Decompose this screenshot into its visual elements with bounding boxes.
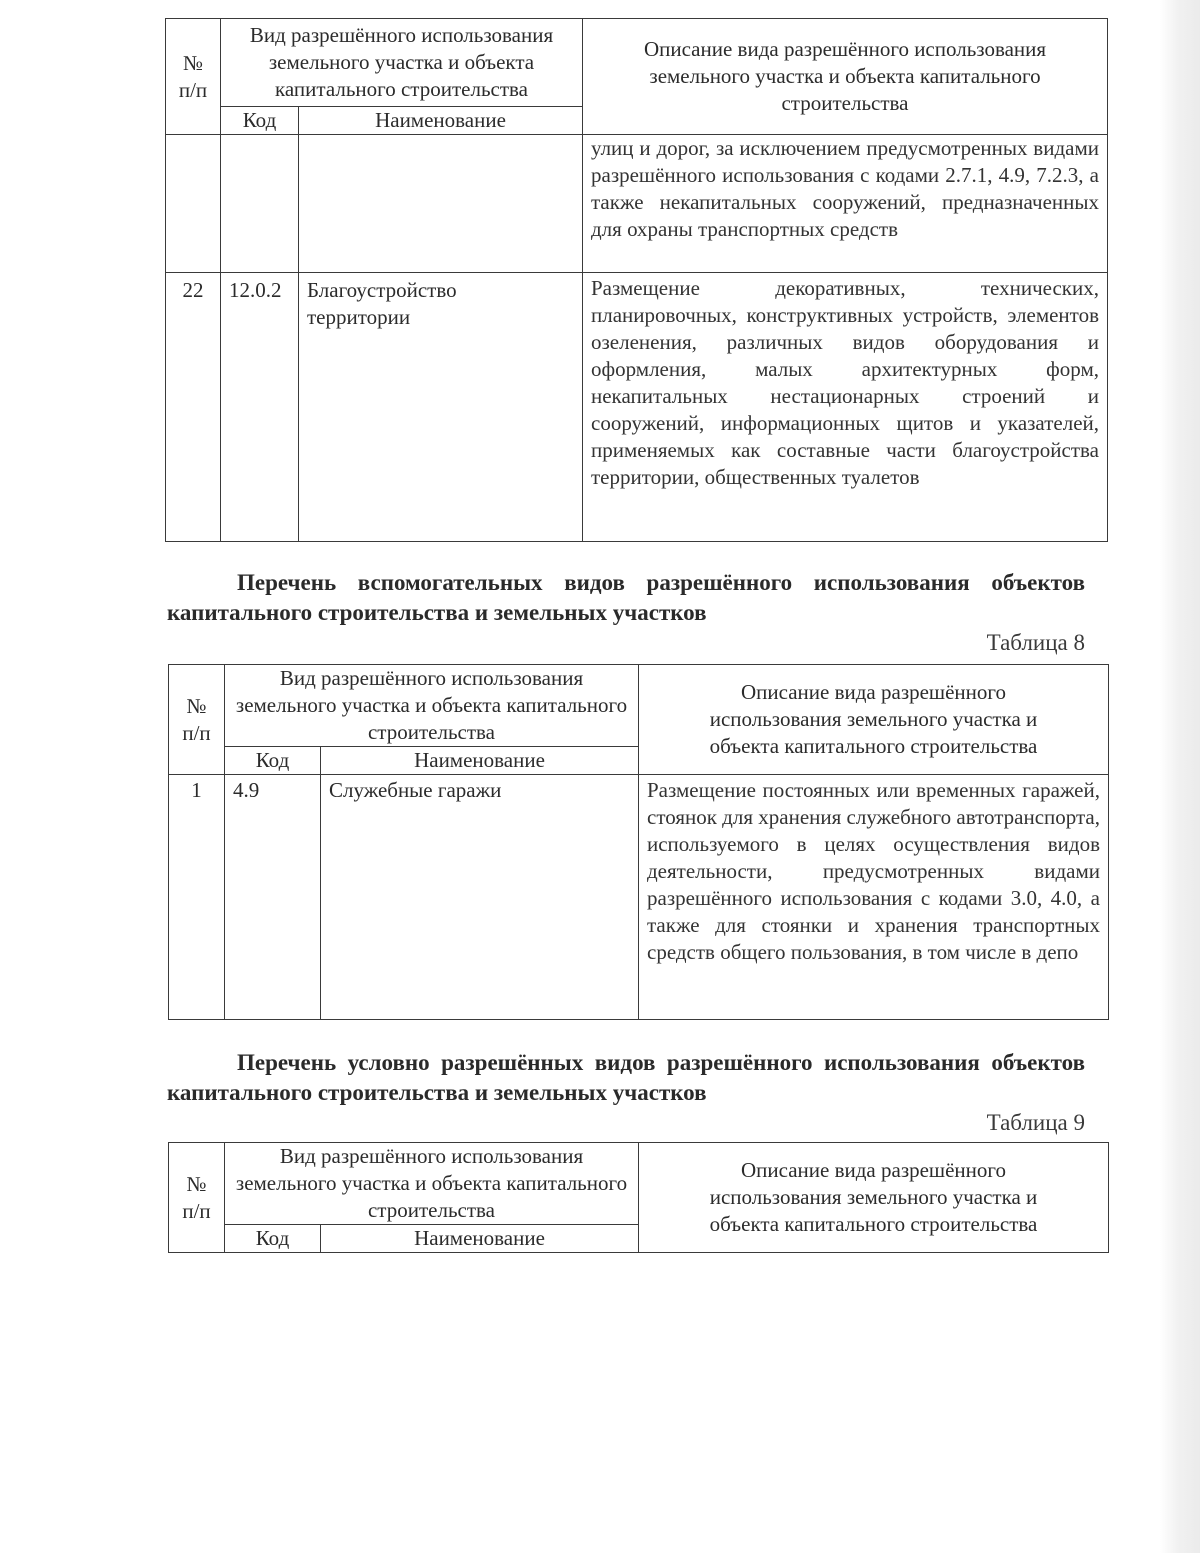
cell-description xyxy=(639,775,1109,1020)
header-type-group: Вид разрешённого использования земельного участка и объекта капитального строительства xyxy=(221,19,583,107)
header-code: Код xyxy=(221,107,299,135)
header-num: № п/п xyxy=(166,19,221,135)
table-row xyxy=(169,775,1109,1020)
cell-code xyxy=(221,135,299,273)
header-name: Наименование xyxy=(321,1225,639,1253)
cell-name: Служебные гаражи xyxy=(321,775,639,1020)
cell-description xyxy=(583,135,1108,273)
header-description: Описание вида разрешённого использования земельного участка и объекта капитального строительства xyxy=(639,665,1109,775)
description-text: Размещение постоянных или временных гаражей, стоянок для хранения служебного автотранспорта, используемого в целях осуществления видов деятельности, предусмотренных видами разрешённого использования с кодами 3.0, 4.0, а также для стоянки и хранения транспортных средств общего пользования, в том числе в депо xyxy=(647,778,1100,964)
table-7-continued xyxy=(165,18,1108,542)
header-description: Описание вида разрешённого использования земельного участка и объекта капитального строительства xyxy=(583,19,1108,135)
header-code: Код xyxy=(225,1225,321,1253)
table-row xyxy=(166,135,1108,273)
header-code: Код xyxy=(225,747,321,775)
table-header-row xyxy=(166,19,1108,107)
cell-description xyxy=(583,273,1108,542)
section-8-heading: Перечень вспомогательных видов разрешённого использования объектов капитального строительства и земельных участков xyxy=(167,570,1085,625)
cell-name: Благоустройство территории xyxy=(299,273,583,542)
header-num: № п/п xyxy=(169,665,225,775)
table-header-row xyxy=(169,1143,1109,1225)
description-text: улиц и дорог, за исключением предусмотренных видами разрешённого использования с кодами 2.7.1, 4.9, 7.2.3, а также некапитальных сооружений, предназначенных для охраны транспортных средств xyxy=(591,136,1099,241)
cell-num xyxy=(166,135,221,273)
header-name: Наименование xyxy=(321,747,639,775)
cell-num: 1 xyxy=(169,775,225,1020)
table-9-label: Таблица 9 xyxy=(986,1110,1085,1135)
header-type-group: Вид разрешённого использования земельного участка и объекта капитального строительства xyxy=(225,665,639,747)
table-row xyxy=(166,273,1108,542)
table-8-label: Таблица 8 xyxy=(986,630,1085,655)
cell-name xyxy=(299,135,583,273)
header-num: № п/п xyxy=(169,1143,225,1253)
table-header-row xyxy=(169,665,1109,747)
scan-edge-shadow xyxy=(1160,0,1200,1553)
header-name: Наименование xyxy=(299,107,583,135)
table-9 xyxy=(168,1142,1109,1253)
description-text: Размещение декоративных, технических, планировочных, конструктивных устройств, элементов озеленения, различных видов оборудования и оформления, малых архитектурных форм, некапитальных нестационарных строений и сооружений, информационных щитов и указателей, применяемых как составные части благоустройства территории, общественных туалетов xyxy=(591,276,1099,489)
header-type-group: Вид разрешённого использования земельного участка и объекта капитального строительства xyxy=(225,1143,639,1225)
cell-num: 22 xyxy=(166,273,221,542)
table-8 xyxy=(168,664,1109,1020)
header-description: Описание вида разрешённого использования земельного участка и объекта капитального строительства xyxy=(639,1143,1109,1253)
section-9-heading: Перечень условно разрешённых видов разрешённого использования объектов капитального строительства и земельных участков xyxy=(167,1050,1085,1105)
cell-code: 4.9 xyxy=(225,775,321,1020)
cell-code: 12.0.2 xyxy=(221,273,299,542)
